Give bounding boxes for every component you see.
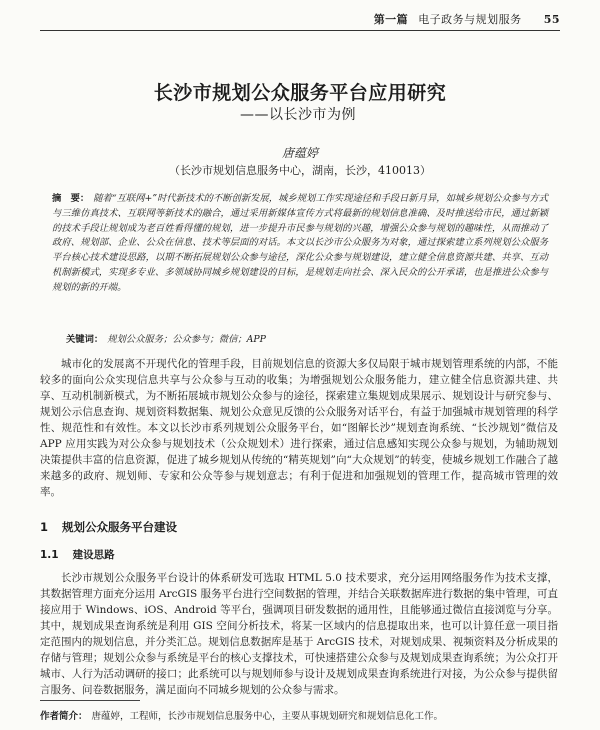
header-section: 电子政务与规划服务 <box>418 13 522 26</box>
abstract <box>52 192 548 296</box>
abstract-label: 摘 要： <box>52 193 90 204</box>
body-paragraph-design: 长沙市规划公众服务平台设计的体系研发可选取 HTML 5.0 技术要求，充分运用网络服务作为技术支撑，其数据管理方面充分运用 ArcGIS 服务平台进行空间数据的管理，并结合关联数据库进行数据的集中管理，可直接应用于 Windows、iOS、Android 等平台，强调项目研发数据的通用性，且能够通过微信直接浏览与分享。其中，规划成果查询系统是利用 GIS 空间分析技术，将某一区域内的信息提取出来，也可以计算任意一项目指定范围内的规划信息，并分类汇总。规划信息数据库是基于 ArcGIS 技术，对规划成果、视频资料及分析成果的存储与管理；规划公众参与系统是平台的核心支撑技术，可快速搭建公众参与及规划成果查询系统；为公众打开城市、人行为活动调研的接口；此系统可以与规划师参与设计及规划成果查询系统进行对接，为公众参与提供留言服务、问卷数据服务，满足面向不同城乡规划的公众参与需求。 <box>40 572 558 696</box>
body-paragraph-intro: 城市化的发展离不开现代化的管理手段，目前规划信息的资源大多仅局限于城市规划管理系统的内部，不能较多的面向公众实现信息共享与公众参与互动的收集；为增强规划公众服务能力，建立健全信息资源共建、共享、互动机制新模式，为不断拓展城市规划公众参与的途径，探索建立集规划成果展示、规划设计与研究参与、规划公示信息查询、规划资料数据集、规划公众意见反馈的公众服务对话平台，有益于加强城市规划管理的科学性、规范性和有效性。本文以长沙市系列规划公众服务平台，如“图解长沙”规划查询系统、“长沙规划”微信及 APP 应用实践为对公众参与规划技术（公众规划术）进行探索，通过信息感知实现公众参与规划，为辅助规划决策提供丰富的信息资源，促进了城乡规划从传统的“精英规划”向“大众规划”的转变，使城乡规划工作融合了越来越多的政府、规划师、专家和公众等参与规划意志；有利于促进和加强规划的管理工作，提高城市管理的效率。 <box>40 358 558 498</box>
subsection-heading <box>40 547 115 562</box>
keywords-text: 规划公众服务；公众参与；微信；APP <box>107 334 266 345</box>
paper-title: 长沙市规划公众服务平台应用研究 <box>153 82 447 104</box>
page-number: 55 <box>543 12 560 26</box>
subsection-title: 建设思路 <box>72 549 115 561</box>
author-footnote <box>40 708 560 722</box>
header-chapter: 第一篇 <box>373 13 409 26</box>
section-number: 1 <box>40 520 49 534</box>
section-heading <box>40 519 177 535</box>
running-header <box>40 8 560 31</box>
subsection-number: 1.1 <box>40 549 59 561</box>
author-name: 唐蕴婷 <box>281 146 318 160</box>
abstract-text: 随着“互联网+”时代新技术的不断创新发展，城乡规划工作实现途径和手段日新月异，如城乡规划公众参与方式与三维仿真技术、互联网等新技术的融合，通过采用新媒体宣传方式将最新的规划信息准确、及时推送给市民，通过新颖的技术手段让规划成为老百姓看得懂的规划，进一步提升市民参与规划的兴趣，增强公众参与规划的趣味性，从而推动了政府、规划部、企业、公众在信息、技术等层面的对话。本文以长沙市公众服务为对象，通过探索建立系列规划公众服务平台核心技术建设思路，以期不断拓展规划公众参与途径，深化公众参与规划建设，建立健全信息资源共建、共享、互动机制新模式，实现多专业、多领域协同城乡规划建设的目标，是规划走向社会、深入民众的公开承诺，也是推进公众参与规划的新的开端。 <box>52 193 548 293</box>
section-title: 规划公众服务平台建设 <box>62 520 178 534</box>
keywords-label: 关键词： <box>66 334 104 345</box>
author-affiliation: （长沙市规划信息服务中心，湖南，长沙，410013） <box>169 164 431 177</box>
footnote-label: 作者简介： <box>40 711 88 722</box>
paper-subtitle: ——以长沙市为例 <box>240 107 356 123</box>
keywords <box>66 331 546 345</box>
footnote-text: 唐蕴婷，工程师，长沙市规划信息服务中心，主要从事规划研究和规划信息化工作。 <box>91 711 444 722</box>
footnote-divider <box>40 700 140 701</box>
